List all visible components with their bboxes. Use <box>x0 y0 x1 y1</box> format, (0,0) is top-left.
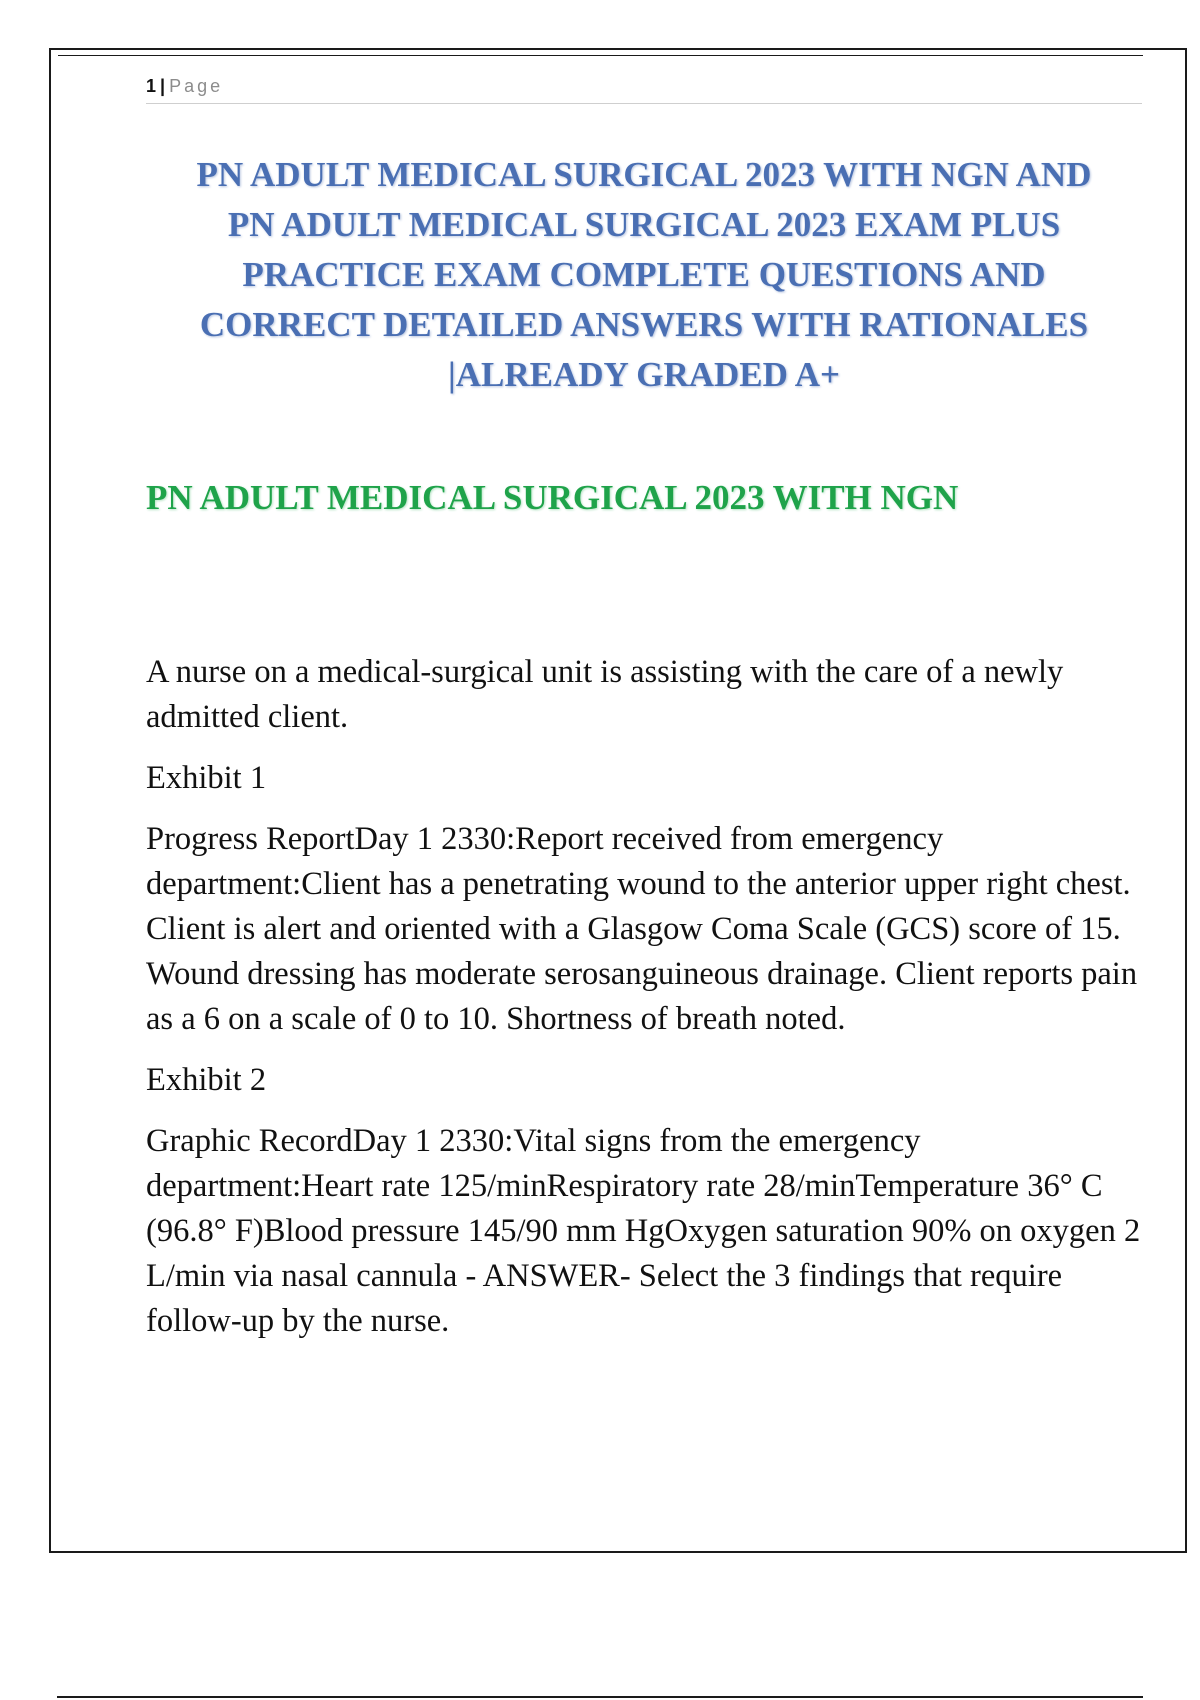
page-frame <box>49 48 1187 1553</box>
header-rule <box>58 55 1143 56</box>
document-title <box>146 150 1142 400</box>
exhibit-1-label: Exhibit 1 <box>146 760 267 796</box>
page-number: 1 <box>146 76 157 96</box>
page-label: Page <box>169 76 224 96</box>
title-line: CORRECT DETAILED ANSWERS WITH RATIONALES <box>199 305 1089 344</box>
page-separator: | <box>160 76 166 96</box>
page-header <box>146 74 1142 104</box>
exhibit-2-text: Graphic RecordDay 1 2330:Vital signs from the emergency department:Heart rate 125/minRespiratory rate 28/minTemperature 36° C (96.8° F)Blood pressure 145/90 mm HgOxygen saturation 90% on oxygen 2 L/min via nasal cannula - ANSWER- Select the 3 findings that require follow-up by the nurse. <box>146 1123 1141 1339</box>
question-body <box>146 650 1146 1360</box>
title-line: PRACTICE EXAM COMPLETE QUESTIONS AND <box>242 255 1046 294</box>
footer-rule <box>57 1696 1143 1698</box>
intro-paragraph: A nurse on a medical-surgical unit is assisting with the care of a newly admitted client. <box>146 654 1064 735</box>
title-line: |ALREADY GRADED A+ <box>448 355 840 394</box>
exhibit-1-text: Progress ReportDay 1 2330:Report received from emergency department:Client has a penetrating wound to the anterior upper right chest. Client is alert and oriented with a Glasgow Coma Scale (GCS) score of 15. Wound dressing has moderate serosanguineous drainage. Client reports pain as a 6 on a scale of 0 to 10. Shortness of breath noted. <box>146 821 1138 1037</box>
exhibit-2-label: Exhibit 2 <box>146 1062 267 1098</box>
title-line: PN ADULT MEDICAL SURGICAL 2023 EXAM PLUS <box>227 205 1061 244</box>
section-heading: PN ADULT MEDICAL SURGICAL 2023 WITH NGN <box>146 478 959 517</box>
title-line: PN ADULT MEDICAL SURGICAL 2023 WITH NGN AND <box>196 155 1092 194</box>
